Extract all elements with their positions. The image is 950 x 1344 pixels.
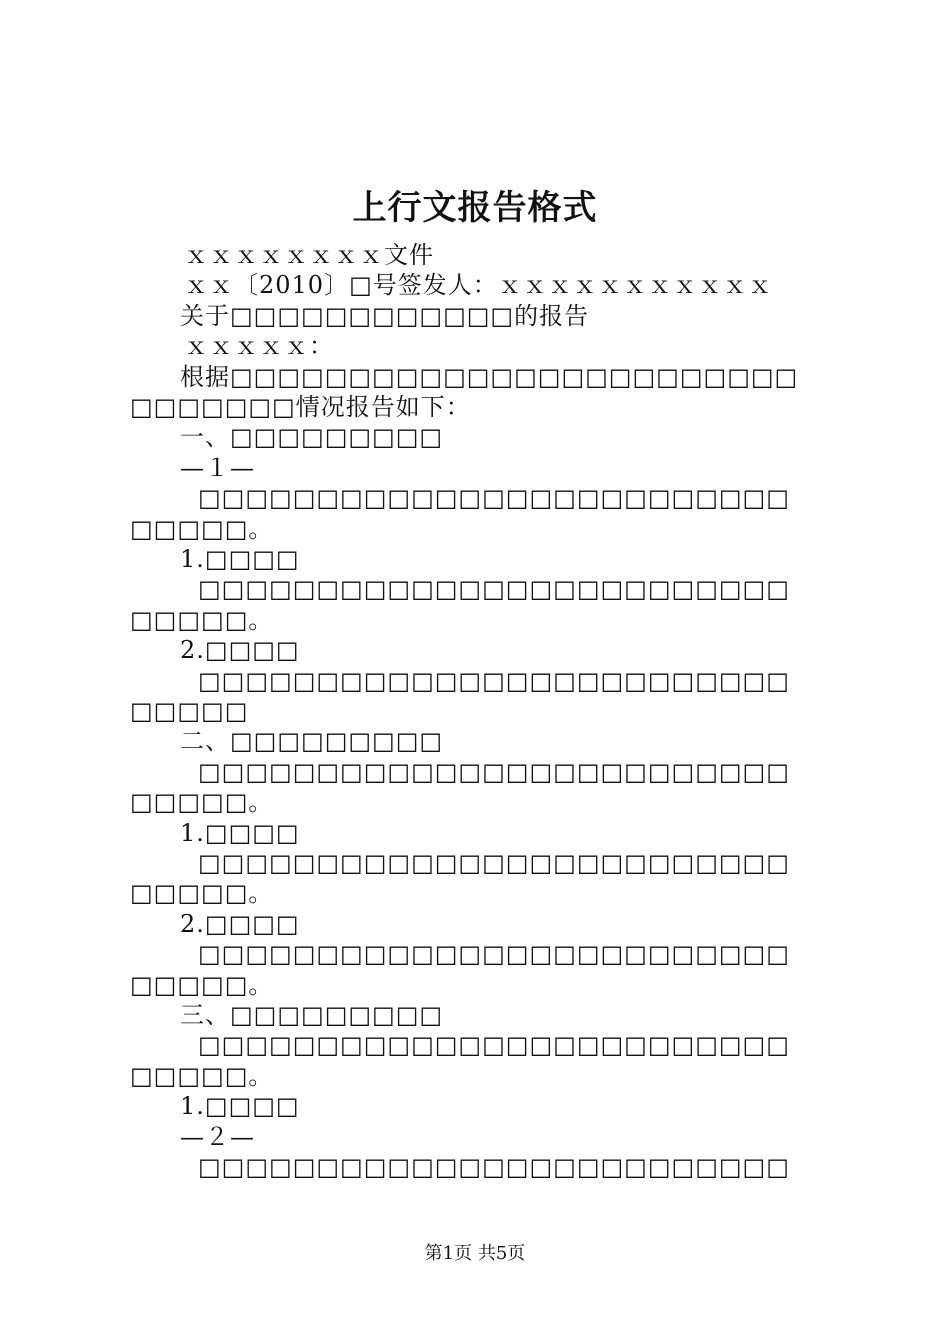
body-line: 二、□□□□□□□□□ xyxy=(180,727,444,756)
body-line: □□□□□。 xyxy=(130,970,274,999)
body-line: 1.□□□□ xyxy=(180,818,300,847)
body-line: □□□□□□□□□□□□□□□□□□□□□□□□□ xyxy=(198,940,790,969)
body-line: —２— xyxy=(180,1122,255,1151)
body-line: —１— xyxy=(180,453,255,482)
body-line: ｘｘｘｘｘｘｘｘ文件 xyxy=(184,241,434,269)
page-footer: 第1页 共5页 xyxy=(424,1243,526,1264)
body-line: 关于□□□□□□□□□□□□的报告 xyxy=(180,301,590,330)
body-line: 根据□□□□□□□□□□□□□□□□□□□□□□□□ xyxy=(180,362,799,391)
body-line: □□□□□ xyxy=(130,697,249,725)
body-line: □□□□□。 xyxy=(130,788,274,817)
body-line: 三、□□□□□□□□□ xyxy=(180,1001,444,1029)
body-line: □□□□□。 xyxy=(130,514,274,543)
body-line: □□□□□□□□□□□□□□□□□□□□□□□□□ xyxy=(198,757,790,786)
body-line: ｘｘｘｘｘ： xyxy=(184,332,334,361)
body-line: 2.□□□□ xyxy=(180,909,300,938)
body-line: □□□□□□□□□□□□□□□□□□□□□□□□□ xyxy=(198,484,790,513)
body-line: 一、□□□□□□□□□ xyxy=(180,423,444,452)
body-line: □□□□□□□情况报告如下： xyxy=(130,393,471,421)
body-line: 1.□□□□ xyxy=(180,1092,300,1121)
body-line: □□□□□。 xyxy=(130,879,274,908)
body-line: ｘｘ〔2010〕□号签发人：ｘｘｘｘｘｘｘｘｘｘｘ xyxy=(184,271,773,300)
body-line: □□□□□。 xyxy=(130,605,274,634)
body-line: □□□□□□□□□□□□□□□□□□□□□□□□□ xyxy=(198,1031,790,1060)
body-line: □□□□□□□□□□□□□□□□□□□□□□□□□ xyxy=(198,849,790,877)
body-line: □□□□□□□□□□□□□□□□□□□□□□□□□ xyxy=(198,575,790,604)
document-title: 上行文报告格式 xyxy=(352,188,598,228)
body-line: □□□□□□□□□□□□□□□□□□□□□□□□□ xyxy=(198,1153,790,1181)
body-line: □□□□□。 xyxy=(130,1061,274,1090)
body-line: 2.□□□□ xyxy=(180,636,300,665)
body-line: 1.□□□□ xyxy=(180,545,300,573)
body-line: □□□□□□□□□□□□□□□□□□□□□□□□□ xyxy=(198,666,790,695)
